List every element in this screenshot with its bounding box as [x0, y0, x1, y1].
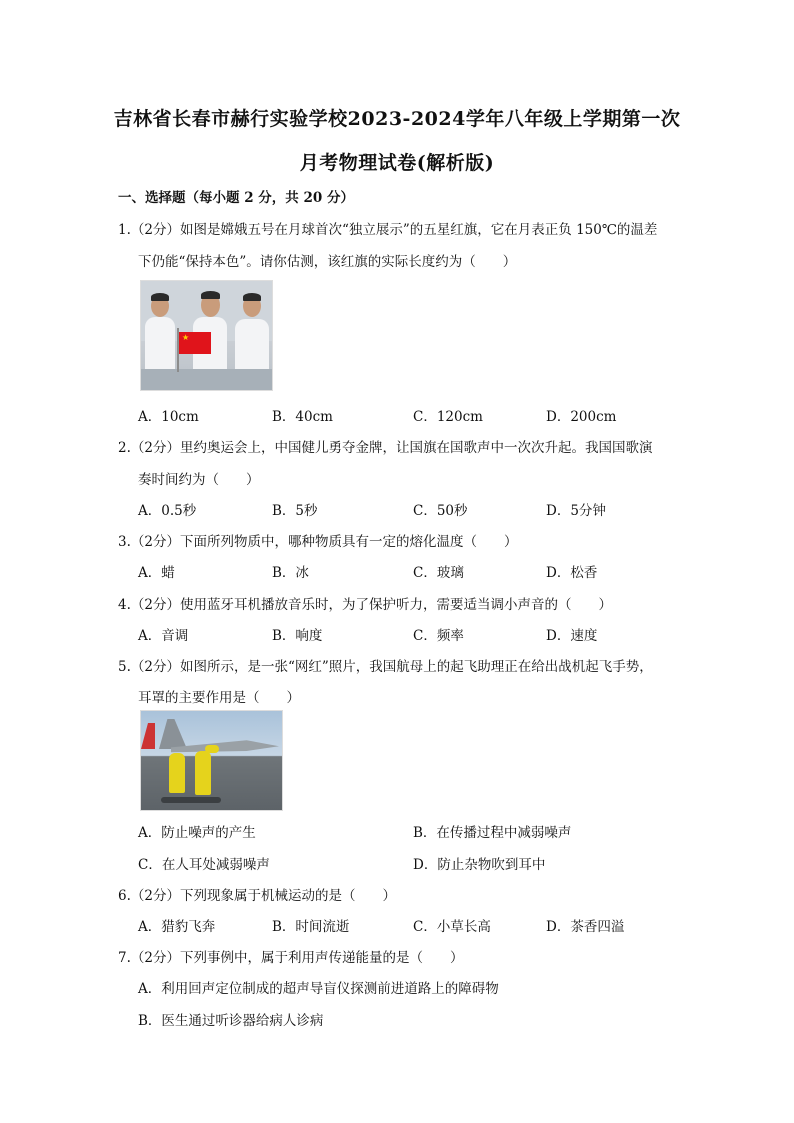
question-1-option-d: D．200cm — [546, 409, 617, 425]
page-title-line-2: 月考物理试卷(解析版) — [299, 152, 495, 174]
question-6-line-1: 6.（2分）下列现象属于机械运动的是（ ） — [118, 888, 396, 904]
question-2-option-b: B．5秒 — [272, 503, 318, 519]
question-4-option-a: A．音调 — [138, 628, 189, 644]
question-5-line-1: 5.（2分）如图所示，是一张“网红”照片，我国航母上的起飞助理正在给出战机起飞手势， — [118, 659, 653, 675]
page-title-line-1: 吉林省长春市赫行实验学校2023-2024学年八年级上学期第一次 — [113, 108, 681, 130]
question-7-option-a: A．利用回声定位制成的超声导盲仪探测前进道路上的障碍物 — [138, 981, 499, 997]
question-3-option-d: D．松香 — [546, 565, 598, 581]
question-1-option-a: A．10cm — [138, 409, 199, 425]
flag-lab-photo: ★ — [140, 280, 273, 391]
question-1-line-2: 下仍能“保持本色”。请你估测，该红旗的实际长度约为（ ） — [138, 254, 517, 270]
question-5-line-2: 耳罩的主要作用是（ ） — [138, 690, 300, 706]
carrier-deck-photo — [140, 710, 283, 811]
question-1-option-c: C．120cm — [413, 409, 483, 425]
fighter-jet-icon — [171, 733, 279, 757]
question-7-line-1: 7.（2分）下列事例中，属于利用声传递能量的是（ ） — [118, 950, 464, 966]
question-3-option-c: C．玻璃 — [413, 565, 464, 581]
question-3-line-1: 3.（2分）下面所列物质中，哪种物质具有一定的熔化温度（ ） — [118, 534, 518, 550]
question-2-option-c: C．50秒 — [413, 503, 468, 519]
question-5-option-d: D．防止杂物吹到耳中 — [413, 857, 546, 873]
question-4-line-1: 4.（2分）使用蓝牙耳机播放音乐时，为了保护听力，需要适当调小声音的（ ） — [118, 597, 612, 613]
question-5-option-c: C．在人耳处减弱噪声 — [138, 857, 270, 873]
question-6-option-c: C．小草长高 — [413, 919, 491, 935]
question-3-option-b: B．冰 — [272, 565, 309, 581]
question-3-option-a: A．蜡 — [138, 565, 175, 581]
question-5-option-b: B．在传播过程中减弱噪声 — [413, 825, 572, 841]
section-heading: 一、选择题（每小题 2 分，共 20 分） — [118, 190, 354, 206]
question-1-line-1: 1.（2分）如图是嫦娥五号在月球首次“独立展示”的五星红旗，它在月表正负 150℃的温差 — [118, 222, 658, 238]
question-1-option-b: B．40cm — [272, 409, 333, 425]
question-2-option-d: D．5分钟 — [546, 503, 606, 519]
question-4-option-c: C．频率 — [413, 628, 464, 644]
question-2-line-1: 2.（2分）里约奥运会上，中国健儿勇夺金牌，让国旗在国歌声中一次次升起。我国国歌演 — [118, 440, 653, 456]
question-7-option-b: B．医生通过听诊器给病人诊病 — [138, 1013, 324, 1029]
question-4-option-b: B．响度 — [272, 628, 323, 644]
question-6-option-b: B．时间流逝 — [272, 919, 350, 935]
question-5-option-a: A．防止噪声的产生 — [138, 825, 256, 841]
question-6-option-a: A．猎豹飞奔 — [138, 919, 216, 935]
question-4-option-d: D．速度 — [546, 628, 598, 644]
question-2-option-a: A．0.5秒 — [138, 503, 197, 519]
question-6-option-d: D．茶香四溢 — [546, 919, 625, 935]
question-2-line-2: 奏时间约为（ ） — [138, 472, 260, 488]
